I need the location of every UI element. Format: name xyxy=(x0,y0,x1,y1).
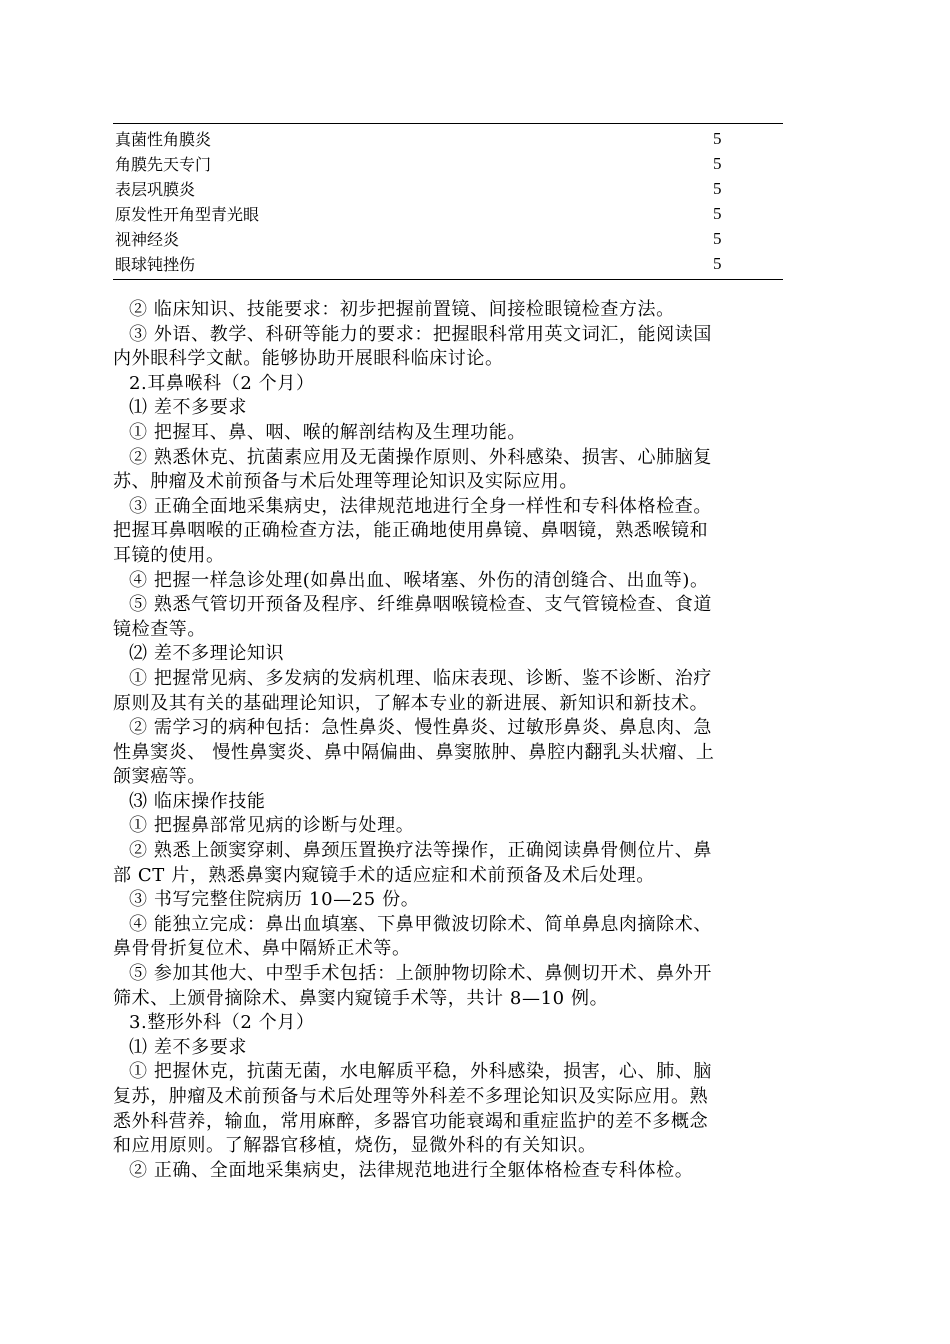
text-line: ⑤ 熟悉气管切开预备及程序、纤维鼻咽喉镜检查、支气管镜检查、食道 xyxy=(129,594,712,616)
disease-name-cell: 视神经炎 xyxy=(115,230,180,249)
text-line: ⑴ 差不多要求 xyxy=(129,397,247,419)
text-line: ③ 外语、教学、科研等能力的要求：把握眼科常用英文词汇，能阅读国 xyxy=(129,323,712,345)
text-line: ⑵ 差不多理论知识 xyxy=(129,643,285,665)
text-line: 部 CT 片，熟悉鼻窦内窥镜手术的适应症和术前预备及术后处理。 xyxy=(113,864,655,886)
table-row xyxy=(113,251,783,276)
text-line: ② 需学习的病种包括：急性鼻炎、慢性鼻炎、过敏形鼻炎、鼻息肉、急 xyxy=(129,717,712,739)
text-line: ③ 书写完整住院病历 10—25 份。 xyxy=(129,889,420,911)
case-count-cell: 5 xyxy=(713,153,722,173)
text-line: 3.整形外科（2 个月） xyxy=(129,1012,315,1034)
text-line: 和应用原则。了解器官移植，烧伤，显微外科的有关知识。 xyxy=(113,1135,597,1157)
text-line: 2.耳鼻喉科（2 个月） xyxy=(129,372,315,394)
table-row xyxy=(113,176,783,201)
text-line: ② 临床知识、技能要求：初步把握前置镜、间接检眼镜检查方法。 xyxy=(129,299,675,320)
text-line: ④ 能独立完成：鼻出血填塞、下鼻甲微波切除术、简单鼻息肉摘除术、 xyxy=(129,913,712,935)
text-line: 镜检查等。 xyxy=(113,618,206,640)
disease-name-cell: 真菌性角膜炎 xyxy=(115,130,212,149)
text-line: ① 把握休克，抗菌无菌，水电解质平稳，外科感染，损害，心、肺、脑 xyxy=(129,1061,712,1083)
text-line: 鼻骨骨折复位术、鼻中隔矫正术等。 xyxy=(113,938,411,960)
disease-name-cell: 角膜先天专门 xyxy=(115,155,212,174)
text-line: ⑶ 临床操作技能 xyxy=(129,790,266,812)
text-line: ⑴ 差不多要求 xyxy=(129,1036,247,1058)
text-line: 苏、肿瘤及术前预备与术后处理等理论知识及实际应用。 xyxy=(113,471,578,493)
text-line: ② 熟悉休克、抗菌素应用及无菌操作原则、外科感染、损害、心肺脑复 xyxy=(129,446,712,468)
case-count-cell: 5 xyxy=(713,228,722,248)
text-line: 原则及其有关的基础理论知识，了解本专业的新进展、新知识和新技术。 xyxy=(113,692,709,714)
text-line: 筛术、上颁骨摘除术、鼻窦内窥镜手术等，共计 8—10 例。 xyxy=(113,987,609,1009)
text-line: 把握耳鼻咽喉的正确检查方法，能正确地使用鼻镜、鼻咽镜，熟悉喉镜和 xyxy=(113,520,709,542)
text-line: 悉外科营养，输血，常用麻醉，多器官功能衰竭和重症监护的差不多概念 xyxy=(113,1110,709,1132)
text-line: 颌窦癌等。 xyxy=(113,766,206,788)
text-line: ② 熟悉上颌窦穿刺、鼻颈压置换疗法等操作，正确阅读鼻骨侧位片、鼻 xyxy=(129,840,712,862)
text-line: ⑤ 参加其他大、中型手术包括：上颌肿物切除术、鼻侧切开术、鼻外开 xyxy=(129,963,712,985)
disease-name-cell: 表层巩膜炎 xyxy=(115,180,196,199)
text-line: 耳镜的使用。 xyxy=(113,544,225,566)
text-line: 性鼻窦炎、 慢性鼻窦炎、鼻中隔偏曲、鼻窦脓肿、鼻腔内翻乳头状瘤、上 xyxy=(113,741,715,763)
text-line: ③ 正确全面地采集病史，法律规范地进行全身一样性和专科体格检查。 xyxy=(129,495,712,517)
text-line: ① 把握耳、鼻、咽、喉的解剖结构及生理功能。 xyxy=(129,421,526,443)
case-count-cell: 5 xyxy=(713,128,722,148)
text-line: ① 把握常见病、多发病的发病机理、临床表现、诊断、鉴不诊断、治疗 xyxy=(129,667,712,689)
text-line: ④ 把握一样急诊处理(如鼻出血、喉堵塞、外伤的清创缝合、出血等)。 xyxy=(129,569,709,591)
text-line: ① 把握鼻部常见病的诊断与处理。 xyxy=(129,815,415,837)
table-row xyxy=(113,151,783,176)
table-row xyxy=(113,201,783,226)
text-line: 复苏，肿瘤及术前预备与术后处理等外科差不多理论知识及实际应用。熟 xyxy=(113,1086,709,1107)
case-count-cell: 5 xyxy=(713,253,722,273)
table-row xyxy=(113,226,783,251)
case-count-cell: 5 xyxy=(713,178,722,198)
disease-name-cell: 眼球钝挫伤 xyxy=(115,255,196,274)
case-count-cell: 5 xyxy=(713,203,722,223)
disease-table xyxy=(113,123,783,280)
table-row xyxy=(113,126,783,151)
disease-name-cell: 原发性开角型青光眼 xyxy=(115,205,260,224)
text-line: 内外眼科学文献。能够协助开展眼科临床讨论。 xyxy=(113,348,504,370)
document-body xyxy=(113,298,833,1183)
text-line: ② 正确、全面地采集病史，法律规范地进行全躯体格检查专科体检。 xyxy=(129,1159,694,1181)
